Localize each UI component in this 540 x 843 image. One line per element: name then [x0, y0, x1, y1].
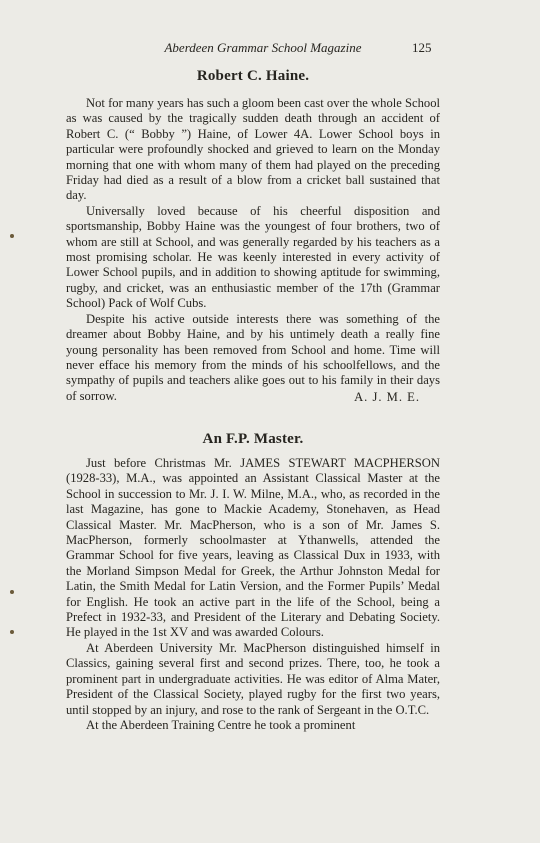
margin-mark [10, 234, 14, 238]
author-signature: A. J. M. E. [354, 390, 420, 404]
obituary-title: Robert C. Haine. [196, 68, 310, 84]
article-body [66, 456, 440, 733]
page-number: 125 [412, 40, 432, 55]
article-title: An F.P. Master. [202, 431, 304, 447]
running-head: Aberdeen Grammar School Magazine [164, 40, 362, 55]
margin-mark [10, 630, 14, 634]
article-paragraph-3: At the Aberdeen Training Centre he took a prominent [86, 717, 356, 732]
article-paragraph-1: Just before Christmas Mr. JAMES STEWART MACPHERSON (1928-33), M.A., was appointed an Assistant Classical Master at the School in succession to Mr. J. I. W. Milne, M.A., who, as recorded in the last Magazine, has gone to Mackie Academy, Stonehaven, as Head Classical Master. Mr. MacPherson, who is a son of Mr. James S. MacPherson, formerly schoolmaster at Ythanwells, attended the Grammar School for five years, leaving as Classical Dux in 1933, with the Morland Simpson Medal for Greek, the Arthur Johnston Medal for Latin, the Smith Medal for Latin Version, and the Former Pupils’ Medal for English. He took an active part in the life of the School, being a Prefect in 1932-33, and President of the Literary and Debating Society. He played in the 1st XV and was awarded Colours. [66, 456, 440, 640]
obituary-body [66, 96, 440, 404]
margin-mark [10, 590, 14, 594]
article-paragraph-2: At Aberdeen University Mr. MacPherson distinguished himself in Classics, gaining several first and second prizes. There, too, he took a prominent part in undergraduate activities. He was editor of Alma Mater, President of the Classical Society, played rugby for the first two years, until stopped by an injury, and rose to the rank of Sergeant in the O.T.C. [66, 640, 440, 717]
obituary-paragraph-1: Not for many years has such a gloom been cast over the whole School as was caused by the tragically sudden death through an accident of Robert C. (“ Bobby ”) Haine, of Lower 4A. Lower School boys in particular were profoundly shocked and grieved to learn on the Monday morning that one with whom many of them had played on the preceding Friday had died as a result of a blow from a cricket ball sustained that day. [66, 96, 440, 203]
obituary-paragraph-3: Despite his active outside interests there was something of the dreamer about Bobby Haine, and by his untimely death a really fine young personality has been removed from School and home. Time will never efface his memory from the minds of his schoolfellows, and the sympathy of pupils and teachers alike goes out to his family in their days of sorrow. [66, 311, 440, 403]
obituary-paragraph-2: Universally loved because of his cheerful disposition and sportsmanship, Bobby Haine was the youngest of four brothers, two of whom are still at School, and was generally regarded by his teachers as a most promising scholar. He was keenly interested in every activity of Lower School pupils, and in addition to showing aptitude for swimming, rugby, and cricket, was an enthusiastic member of the 17th (Grammar School) Pack of Wolf Cubs. [66, 203, 440, 311]
